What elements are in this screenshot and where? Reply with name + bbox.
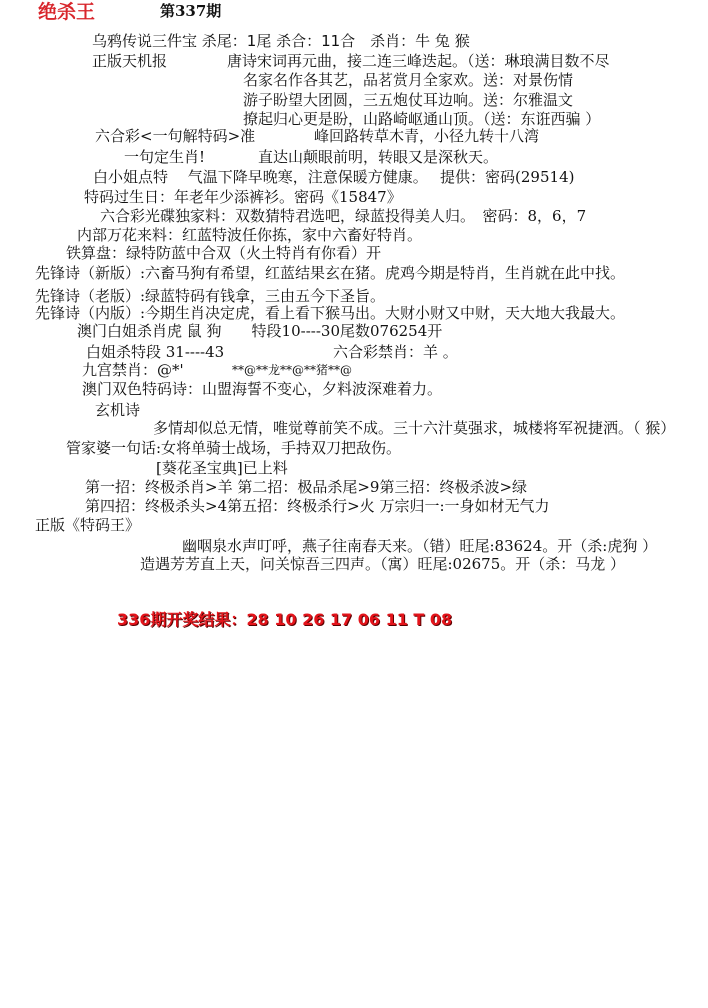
- line-moves-1: 第一招：终极杀肖>羊 第二招：极品杀尾>9第三招：终极杀波>绿: [85, 478, 528, 496]
- line-white-kill-range: 白姐杀特段 31----43: [86, 343, 225, 361]
- line-macau-white: 澳门白姐杀肖虎 鼠 狗 特段10----30尾数076254开: [77, 322, 443, 340]
- line-nine-palace-pattern: **@**龙**@**猪**@: [232, 363, 353, 377]
- line-sunflower: [葵花圣宝典]已上料: [156, 459, 288, 477]
- line-birthday: 特码过生日：年老年少添裤衫。密码《15847》: [84, 188, 402, 206]
- line-pioneer-new: 先锋诗（新版）:六畜马狗有希望，红蓝结果玄在猪。虎鸡今期是特肖，生肖就在此中找。: [35, 264, 626, 282]
- line-abacus: 铁算盘：绿特防蓝中合双（火土特肖有你看）开: [66, 244, 382, 262]
- line-inside-flowers: 内部万花来料：红蓝特波任你拣，家中六畜好特肖。: [77, 226, 423, 244]
- line-king-poem-1: 幽咽泉水声叮呼，燕子往南春天来。（错）旺尾:83624。开（杀:虎狗 ）: [182, 537, 658, 555]
- line-white-lady: 白小姐点特 气温下降早晚寒，注意保暖方健康。 提供：密码(29514): [93, 168, 575, 186]
- line-king-poem-2: 造遇芳芳直上天，问关惊吾三四声。（寓）旺尾:02675。开（杀：马龙 ）: [140, 555, 626, 573]
- line-tianji-3: 游子盼望大团圆，三五炮仗耳边响。送：尔雅温文: [243, 91, 574, 109]
- line-pioneer-inner: 先锋诗（内版）:今期生肖决定虎，看上看下猴马出。大财小财又中财，天大地大我最大。: [35, 304, 626, 322]
- line-banned-zodiac: 六合彩禁肖：羊 。: [333, 343, 458, 361]
- line-macau-poem: 澳门双色特码诗：山盟海誓不变心，夕料波深难着力。: [82, 380, 443, 398]
- line-zodiac-label: 一句定生肖!: [124, 148, 206, 166]
- page-title: 绝杀王: [38, 1, 96, 23]
- line-tianji-2: 名家名作各其艺，品茗赏月全家欢。送：对景伤情: [243, 71, 574, 89]
- line-mystic-poem: 多情却似总无情，唯觉尊前笑不成。三十六汁莫强求，城楼将军祝捷洒。（ 猴）: [153, 419, 676, 437]
- issue-number: 第337期: [160, 2, 222, 20]
- line-crow-legend: 乌鸦传说三件宝 杀尾：1尾 杀合：11合 杀肖：牛 兔 猴: [92, 32, 470, 50]
- line-housekeeper: 管家婆一句话:女将单骑士战场，手持双刀把敌伤。: [66, 439, 402, 457]
- line-nine-palace-label: 九宫禁肖：@*': [82, 361, 184, 379]
- line-one-sentence-label: 六合彩<一句解特码>准: [95, 127, 256, 145]
- line-disc: 六合彩光碟独家料：双数猜特君选吧，绿蓝投得美人归。 密码：8，6，7: [100, 207, 587, 225]
- line-zodiac-poem: 直达山颠眼前明，转眼又是深秋天。: [258, 148, 499, 166]
- draw-result: 336期开奖结果：28 10 26 17 06 11 T 08: [117, 610, 453, 629]
- line-mystic-title: 玄机诗: [95, 401, 141, 419]
- line-moves-2: 第四招：终极杀头>4第五招：终极杀行>火 万宗归一:一身如材无气力: [85, 497, 550, 515]
- line-pioneer-old: 先锋诗（老版）:绿蓝特码有钱拿，三由五今下圣旨。: [35, 287, 386, 305]
- line-tianji-4: 撩起归心更是盼，山路崎岖通山顶。（送：东诳西骗 ）: [243, 110, 601, 128]
- line-tianji-1: 正版天机报 唐诗宋词再元曲，接二连三峰迭起。（送：琳琅满目数不尽: [92, 52, 610, 70]
- line-one-sentence-poem: 峰回路转草木青，小径九转十八湾: [314, 127, 540, 145]
- line-special-king: 正版《特码王》: [35, 516, 141, 534]
